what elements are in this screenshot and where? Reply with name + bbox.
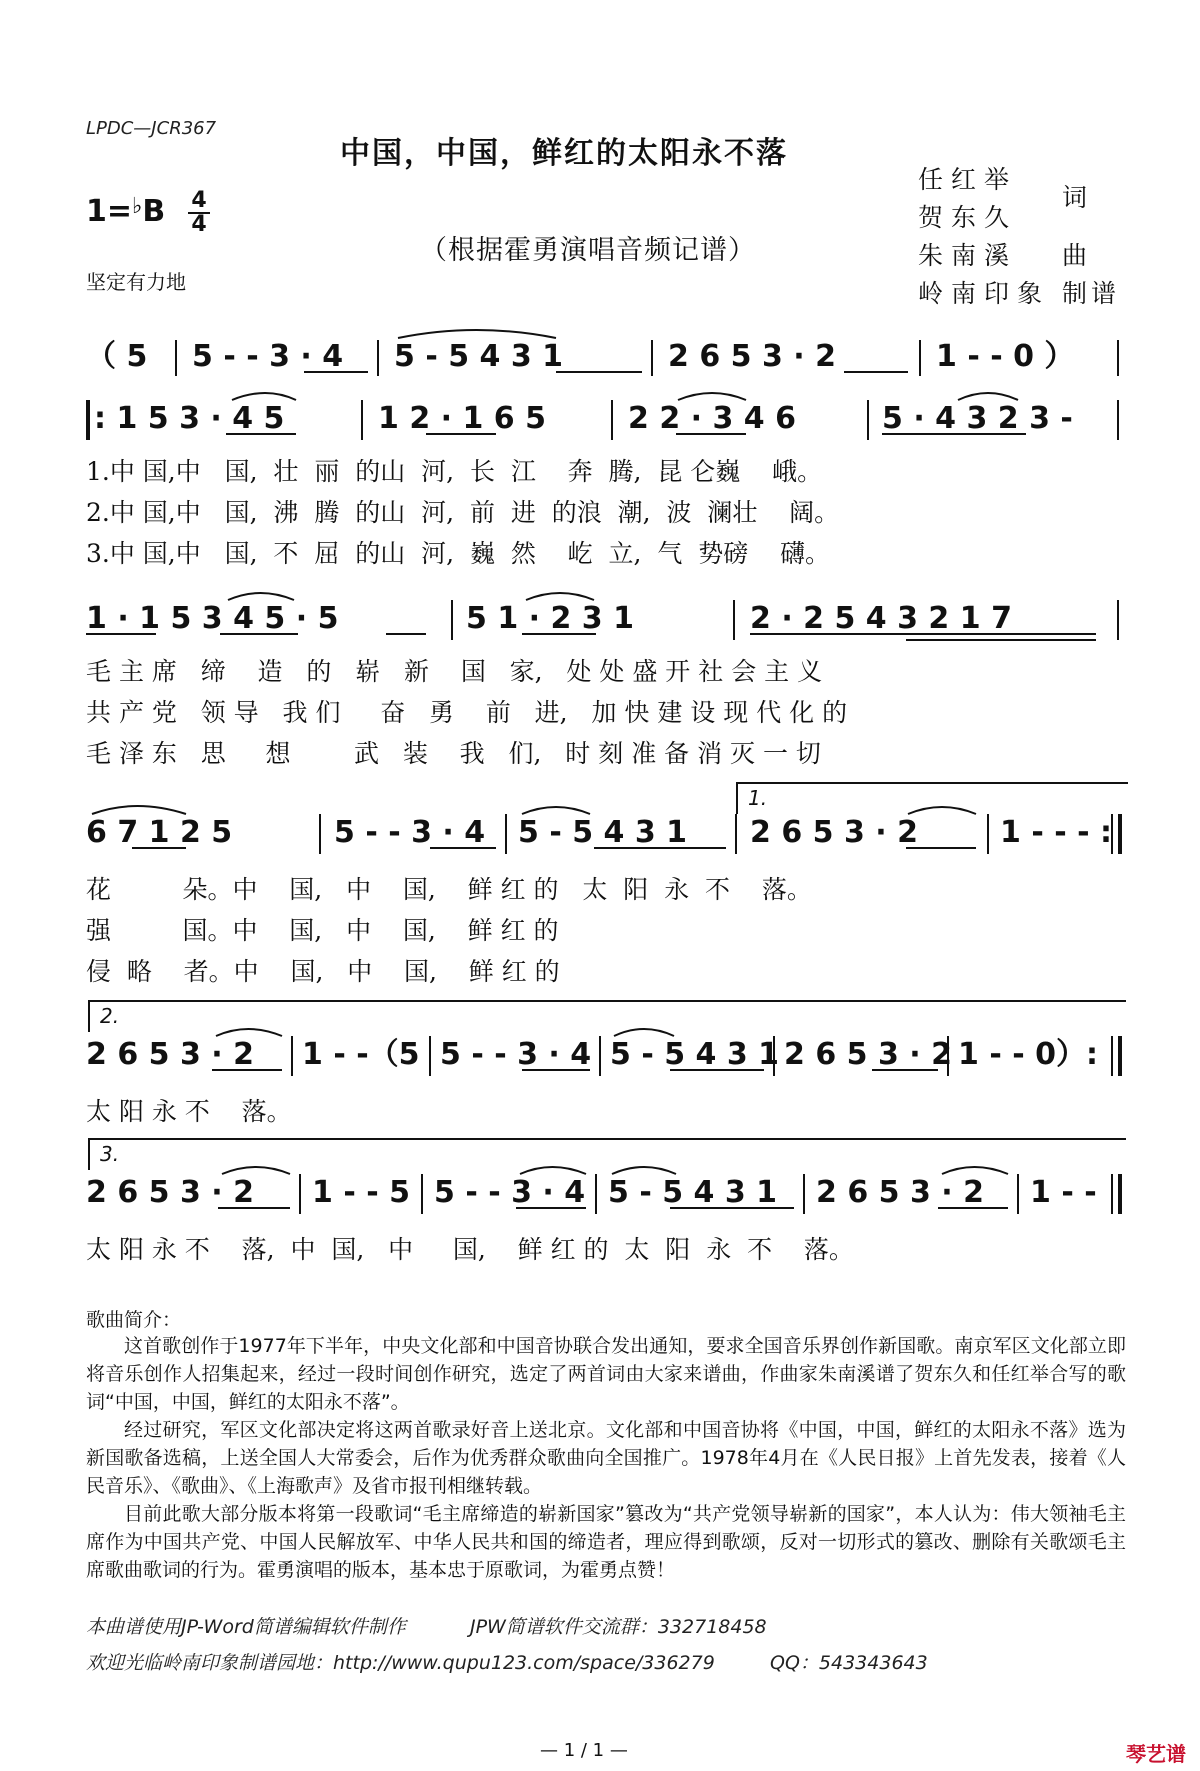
staff-row-6: [86, 1166, 1126, 1226]
svg-text:2 2 · 3 4 6: 2 2 · 3 4 6: [628, 401, 796, 436]
svg-text:1 2 · 1 6 5: 1 2 · 1 6 5: [378, 401, 546, 436]
score-code: LPDC—JCR367: [86, 118, 217, 139]
svg-text:2 6 5 3 · 2: 2 6 5 3 · 2: [86, 1037, 254, 1072]
lyrics-row-2-verse-2: 2.中 国,中 国, 沸 腾 的山 河, 前 进 的浪 潮, 波 澜壮 阔。: [86, 498, 840, 527]
staff-row-2: [86, 392, 1126, 452]
time-signature: [188, 190, 210, 236]
lyrics-row-5: 太 阳 永 不 落。: [86, 1097, 292, 1126]
brand-logo: [1126, 1738, 1186, 1767]
lyrics-row-4-verse-3: 侵 略 者。中 国, 中 国, 鲜 红 的: [86, 957, 560, 986]
composer: 朱南溪: [918, 241, 1018, 270]
key-signature: [86, 194, 165, 229]
svg-text:1 · 1 5 3 4 5 · 5: 1 · 1 5 3 4 5 · 5: [86, 601, 339, 636]
svg-text:5 - 5 4 3 1: 5 - 5 4 3 1: [610, 1037, 780, 1072]
staff-row-1: [86, 330, 1126, 390]
intro-heading: 歌曲简介：: [86, 1309, 182, 1331]
svg-text:5 - 5 4 3 1: 5 - 5 4 3 1: [608, 1175, 778, 1210]
svg-text:2 6 5 3 · 2: 2 6 5 3 · 2: [668, 339, 836, 374]
arranger: 岭南印象: [918, 279, 1051, 308]
lyrics-row-3-verse-1: 毛 主 席 缔 造 的 崭 新 国 家, 处 处 盛 开 社 会 主 义: [86, 657, 823, 686]
svg-text:2 6 5 3 · 2: 2 6 5 3 · 2: [750, 815, 918, 850]
svg-text:1 - - 5: 1 - - 5: [312, 1175, 410, 1210]
svg-text:（ 5: （ 5: [86, 339, 148, 374]
staff-row-5: [86, 1028, 1126, 1088]
intro-paragraph-2: 经过研究，军区文化部决定将这两首歌录好音上送北京。文化部和中国音协将《中国，中国，鲜红的太阳永不落》选为新国歌备选稿，上送全国人大常委会，后作为优秀群众歌曲向全国推广。1978年4月在《人民日报》上首先发表，接着《人民音乐》、《歌曲》、《上海歌声》及省市报刊相继转载。: [86, 1419, 1126, 1497]
lyrics-row-4-verse-1: 花 朵。中 国, 中 国, 鲜 红 的 太 阳 永 不 落。: [86, 875, 812, 904]
key-note: B: [142, 194, 166, 229]
svg-text:5 - 5 4 3 1: 5 - 5 4 3 1: [518, 815, 688, 850]
page-number: — 1 / 1 —: [540, 1740, 628, 1761]
song-subtitle: （根据霍勇演唱音频记谱）: [420, 235, 756, 266]
lyrics-row-3-verse-2: 共 产 党 领 导 我 们 奋 勇 前 进, 加 快 建 设 现 代 化 的: [86, 698, 848, 727]
composer-role: 曲: [1062, 241, 1088, 270]
notation-row-1: [86, 330, 1126, 390]
svg-text:2 6 5 3 · 2: 2 6 5 3 · 2: [816, 1175, 984, 1210]
lyrics-row-3-verse-3: 毛 泽 东 思 想 武 装 我 们, 时 刻 准 备 消 灭 一 切: [86, 739, 821, 768]
svg-text:2 6 5 3 · 2: 2 6 5 3 · 2: [86, 1175, 254, 1210]
svg-text:5 · 4 3 2 3 -: 5 · 4 3 2 3 -: [882, 401, 1073, 436]
volta-1-label: 1.: [748, 786, 768, 810]
svg-text:1 - - 0 ）: 1 - - 0 ）: [936, 339, 1075, 374]
svg-text:5 - - 3 · 4: 5 - - 3 · 4: [440, 1037, 592, 1072]
svg-text:1 - -: 1 - -: [1030, 1175, 1097, 1210]
notation-row-4: [86, 806, 1126, 866]
lyricist-2: 贺东久: [918, 203, 1018, 232]
footer-qq: QQ：543343643: [770, 1652, 928, 1674]
svg-text:1 - - - :: 1 - - - :: [1000, 815, 1113, 850]
song-title: 中国，中国，鲜红的太阳永不落: [340, 136, 788, 171]
footer-group: JPW简谱软件交流群：332718458: [470, 1616, 767, 1638]
key-prefix: 1=: [86, 194, 133, 229]
svg-text:2 6 5 3 · 2: 2 6 5 3 · 2: [784, 1037, 952, 1072]
arranger-role: 制谱: [1062, 279, 1121, 308]
svg-text:5 - - 3 · 4: 5 - - 3 · 4: [192, 339, 344, 374]
lyrics-row-2-verse-3: 3.中 国,中 国, 不 屈 的山 河, 巍 然 屹 立, 气 势磅 礴。: [86, 539, 831, 568]
svg-text:5 - 5 4 3 1: 5 - 5 4 3 1: [394, 339, 564, 374]
notation-row-3: [86, 592, 1126, 652]
volta-2-label: 2.: [100, 1004, 120, 1028]
notation-row-2: [86, 392, 1126, 452]
intro-paragraph-1: 这首歌创作于1977年下半年，中央文化部和中国音协联合发出通知，要求全国音乐界创作新国歌。南京军区文化部立即将音乐创作人招集起来，经过一段时间创作研究，选定了两首词由大家来谱曲，作曲家朱南溪谱了贺东久和任红举合写的歌词“中国，中国，鲜红的太阳永不落”。: [86, 1335, 1126, 1413]
lyrics-row-2-verse-1: 1.中 国,中 国, 壮 丽 的山 河, 长 江 奔 腾, 昆 仑巍 峨。: [86, 457, 823, 486]
flat-icon: ♭: [132, 194, 143, 219]
tempo-marking: 坚定有力地: [86, 270, 186, 294]
svg-text:5 - - 3 · 4: 5 - - 3 · 4: [434, 1175, 586, 1210]
time-top: 4: [191, 188, 207, 213]
lyricist-1: 任红举: [918, 165, 1018, 194]
notation-row-5: [86, 1028, 1126, 1088]
svg-text:1 - -（5: 1 - -（5: [302, 1037, 420, 1072]
staff-row-4: [86, 806, 1126, 866]
time-bottom: 4: [188, 212, 210, 236]
staff-row-3: [86, 592, 1126, 652]
svg-text:6 7 1 2 5: 6 7 1 2 5: [86, 815, 233, 850]
svg-text:2 · 2 5 4 3 2 1 7: 2 · 2 5 4 3 2 1 7: [750, 601, 1012, 636]
lyrics-row-4-verse-2: 强 国。中 国, 中 国, 鲜 红 的: [86, 916, 559, 945]
notation-row-6: [86, 1166, 1126, 1226]
intro-paragraph-3: 目前此歌大部分版本将第一段歌词“毛主席缔造的崭新国家”篡改为“共产党领导崭新的国家”，本人认为：伟大领袖毛主席作为中国共产党、中国人民解放军、中华人民共和国的缔造者，理应得到歌颂，反对一切形式的篡改、删除有关歌颂毛主席歌曲歌词的行为。霍勇演唱的版本，基本忠于原歌词，为霍勇点赞！: [86, 1503, 1126, 1581]
volta-3-label: 3.: [100, 1142, 120, 1166]
svg-text:1 - - 0）:: 1 - - 0）:: [958, 1037, 1098, 1072]
svg-text:5 - - 3 · 4: 5 - - 3 · 4: [334, 815, 486, 850]
svg-text:5 1 · 2 3 1: 5 1 · 2 3 1: [466, 601, 634, 636]
brand-logo-text: 琴艺谱: [1126, 1742, 1186, 1766]
svg-text:: 1 5 3 · 4 5: : 1 5 3 · 4 5: [94, 401, 285, 436]
lyric-role: 词: [1062, 183, 1088, 212]
footer-software: 本曲谱使用JP-Word简谱编辑软件制作: [86, 1616, 406, 1638]
footer-website[interactable]: 欢迎光临岭南印象制谱园地：http://www.qupu123.com/space/336279: [86, 1652, 715, 1674]
lyrics-row-6: 太 阳 永 不 落, 中 国, 中 国, 鲜 红 的 太 阳 永 不 落。: [86, 1235, 854, 1264]
